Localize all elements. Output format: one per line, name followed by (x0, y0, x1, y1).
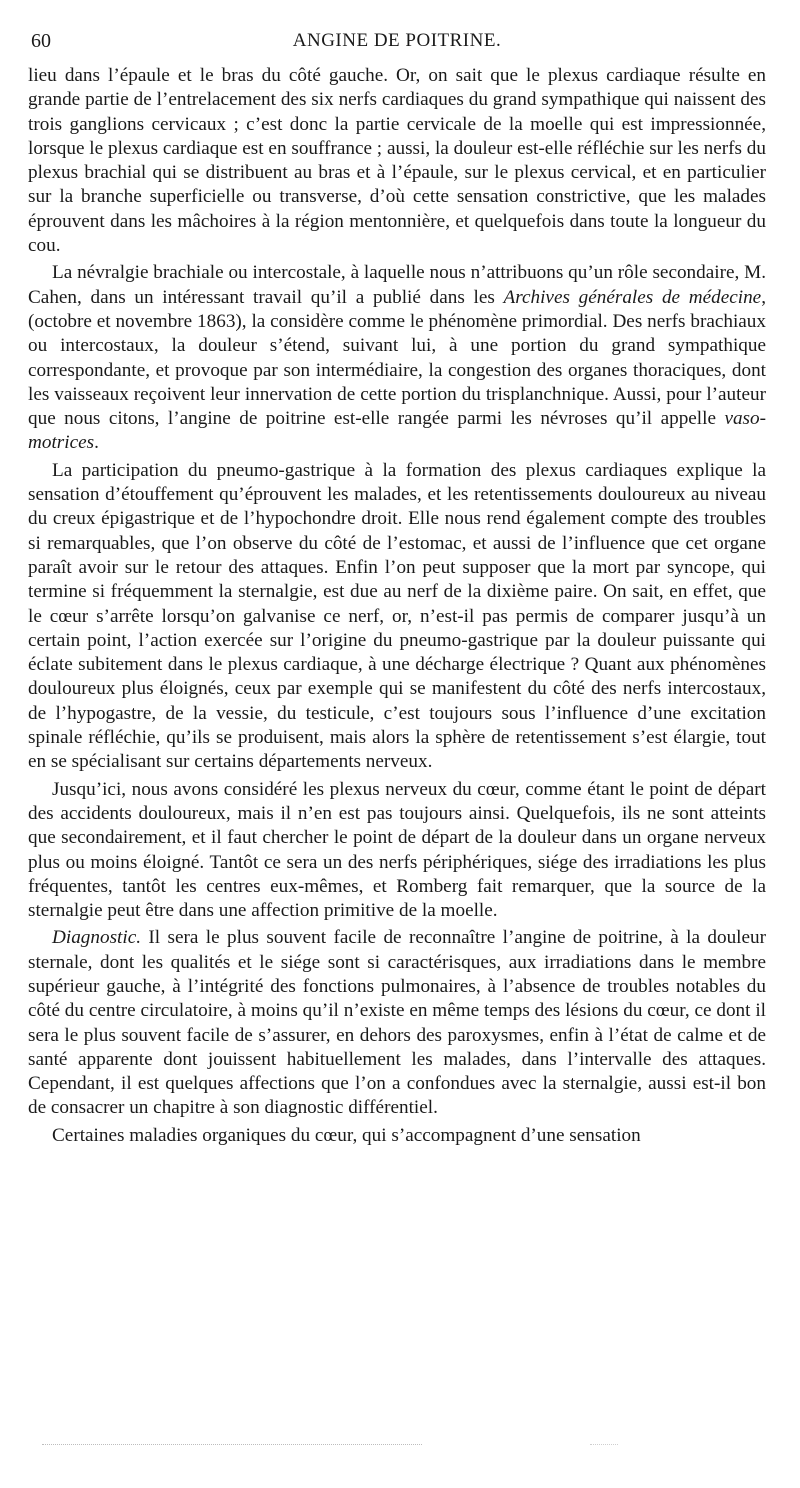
paragraph-3: La participation du pneumo-gastrique à la formation des plexus cardiaques explique la sensation d’étouffement qu’éprouvent les malades, et les retentissements douloureux au niveau du creux épigastrique et de l’hypochondre droit. Elle nous rend également compte des troubles si remarquables, que l’on observe du côté de l’estomac, et aussi de l’influence que cet organe paraît avoir sur le retour des attaques. Enfin l’on peut supposer que la mort par syncope, qui termine si fréquemment la sternalgie, est due au nerf de la dixième paire. On sait, en effet, que le cœur s’arrête lorsqu’on galvanise ce nerf, or, n’est-il pas permis de comparer jusqu’à un certain point, l’action exercée sur l’origine du pneumo-gastrique par la douleur puissante qui éclate subitement dans le plexus cardiaque, à une décharge électrique ? Quant aux phénomènes douloureux plus éloignés, ceux par exemple qui se manifestent du côté des nerfs intercostaux, de l’hypogastre, de la vessie, du testicule, c’est toujours sous l’influence d’une excitation spinale réfléchie, qu’ils se produisent, mais alors la sphère de retentissement s’est élargie, tout en se spécialisant sur certains départements nerveux. (28, 459, 766, 773)
paragraph-2-end: . (94, 432, 99, 454)
body-text (28, 64, 766, 1148)
page-number: 60 (31, 30, 51, 52)
term-vaso-motrices: vaso-motrices (28, 408, 766, 454)
paragraph-2 (28, 261, 766, 455)
paragraph-4: Jusqu’ici, nous avons considéré les plexus nerveux du cœur, comme étant le point de départ des accidents douloureux, mais il n’en est pas toujours ainsi. Quelquefois, ils ne sont atteints que secondairement, et il faut chercher le point de départ de la douleur dans un organe nerveux plus ou moins éloigné. Tantôt ce sera un des nerfs périphériques, siége des irradiations les plus fréquentes, tantôt les centres eux-mêmes, et Romberg fait remarquer, que la source de la sternalgie peut être dans une affection primitive de la moelle. (28, 778, 766, 922)
paragraph-6: Certaines maladies organiques du cœur, qui s’accompagnent d’une sensation (52, 1124, 641, 1146)
section-heading-diagnostic: Diagnostic. (52, 927, 142, 949)
document-page (28, 30, 766, 1148)
paragraph-5-text: Il sera le plus souvent facile de reconnaître l’angine de poitrine, à la douleur sternale, dont les qualités et le siége sont si caractérisques, aux irradiations dans le membre supérieur gauche, à l’intégrité des fonctions pulmonaires, à l’absence de troubles notables du côté du centre circulatoire, à moins qu’il n’existe en même temps des lésions du cœur, ce dont il sera le plus souvent facile de s’assurer, en dehors des paroxysmes, enfin à l’état de calme et de santé apparente dont jouissent habituellement les malades, dans l’intervalle des attaques. Cependant, il est quelques affections que l’on a confondues avec la sternalgie, aussi est-il bon de consacrer un chapitre à son diagnostic différentiel. (28, 927, 766, 1119)
bottom-rule (42, 1444, 422, 1445)
journal-title: Archives générales de médecine (503, 286, 762, 308)
paragraph-2-text-cont: , (octobre et novembre 1863), la considère comme le phénomène primordial. Des nerfs brachiaux ou intercostaux, la douleur s’étend, suivant lui, à une portion du grand sympathique correspondante, et provoque par son intermédiaire, la congestion des organes thoraciques, dont les vaisseaux reçoivent leur innervation de cette portion du trisplanchnique. Aussi, pour l’auteur que nous citons, l’angine de poitrine est-elle rangée parmi les névroses qu’il appelle (28, 286, 766, 430)
running-title: ANGINE DE POITRINE. (292, 30, 502, 51)
page-header (28, 30, 766, 56)
paragraph-5 (28, 926, 766, 1120)
paragraph-2-text: La névralgie brachiale ou intercostale, à laquelle nous n’attribuons qu’un rôle secondaire, M. Cahen, dans un intéressant travail qu’il a publié dans les (28, 262, 766, 308)
bottom-rule-mark (590, 1444, 618, 1445)
paragraph-1: lieu dans l’épaule et le bras du côté gauche. Or, on sait que le plexus cardiaque résulte en grande partie de l’entrelacement des six nerfs cardiaques du grand sympathique qui naissent des trois ganglions cervicaux ; c’est donc la partie cervicale de la moelle qui est impressionnée, lorsque le plexus cardiaque est en souffrance ; aussi, la douleur est-elle réfléchie sur les nerfs du plexus brachial qui se distribuent au bras et à l’épaule, sur le plexus cervical, et en particulier sur la branche superficielle ou transverse, d’où cette sensation constrictive, que les malades éprouvent dans les mâchoires à la région mentonnière, et quelquefois dans toute la longueur du cou. (28, 65, 766, 257)
